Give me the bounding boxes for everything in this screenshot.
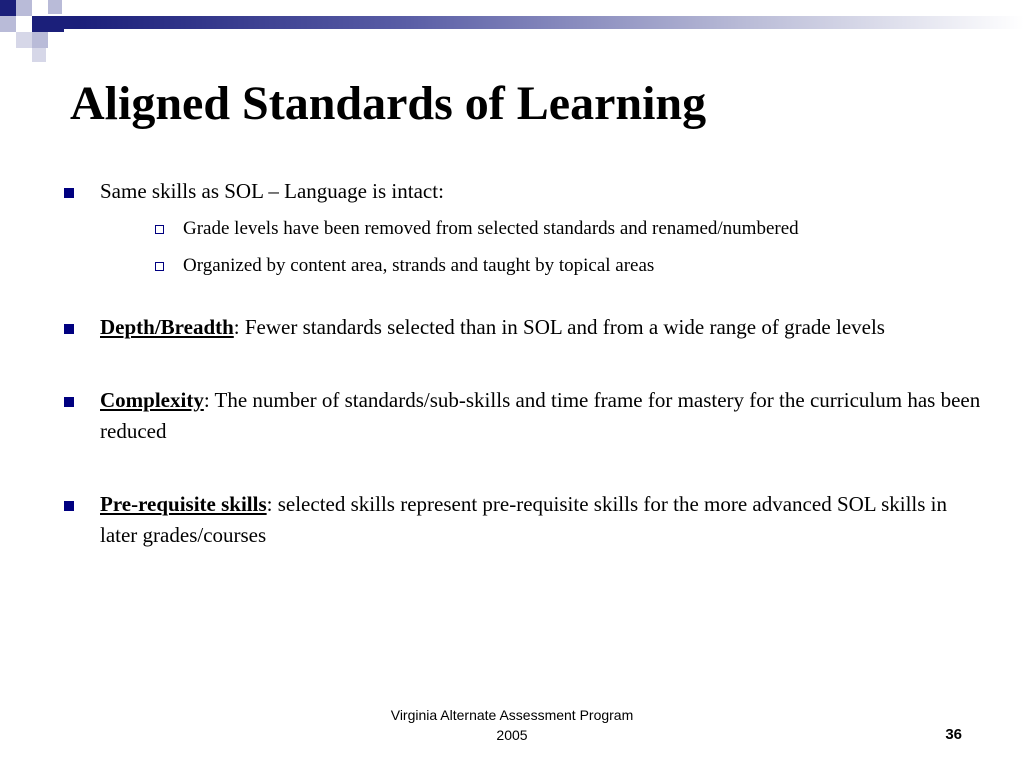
footer-line-program: Virginia Alternate Assessment Program <box>390 707 634 723</box>
square-bullet-icon <box>64 188 74 198</box>
bullet-text: : selected skills represent pre-requisite skills for the more advanced SOL skills in later grades/courses <box>100 492 948 547</box>
deco-square-icon <box>32 16 48 32</box>
slide-title: Aligned Standards of Learning <box>70 77 707 130</box>
deco-square-icon <box>16 0 32 16</box>
square-bullet-icon <box>64 501 74 511</box>
bullet-term: Complexity <box>100 388 204 412</box>
deco-square-icon <box>62 16 78 29</box>
square-bullet-icon <box>64 397 74 407</box>
bullet-term: Pre-requisite skills <box>100 492 267 516</box>
bullet-text: : The number of standards/sub-skills and time frame for mastery for the curriculum has been reduced <box>100 388 981 443</box>
deco-square-icon <box>32 48 46 62</box>
hollow-square-bullet-icon <box>155 262 164 271</box>
deco-square-icon <box>0 16 16 32</box>
sub-bullet-list <box>100 214 982 281</box>
deco-square-icon <box>48 0 62 14</box>
bullet-text: : Fewer standards selected than in SOL and from a wide range of grade levels <box>233 315 885 339</box>
sub-bullet-item <box>100 251 982 281</box>
slide-body <box>62 176 982 551</box>
bullet-item <box>62 312 982 343</box>
footer-line-year: 2005 <box>496 727 528 743</box>
square-bullet-icon <box>64 324 74 334</box>
deco-square-icon <box>32 32 48 48</box>
hollow-square-bullet-icon <box>155 225 164 234</box>
bullet-item <box>62 385 982 447</box>
sub-bullet-text: Grade levels have been removed from selected standards and renamed/numbered <box>183 218 799 239</box>
header-gradient-bar <box>78 16 1024 29</box>
sub-bullet-text: Organized by content area, strands and taught by topical areas <box>183 255 655 276</box>
deco-square-icon <box>0 0 16 16</box>
sub-bullet-item <box>100 214 982 244</box>
bullet-item <box>62 176 982 281</box>
bullet-item <box>62 489 982 551</box>
page-number: 36 <box>945 726 962 743</box>
bullet-text: Same skills as SOL – Language is intact: <box>100 179 444 203</box>
deco-square-icon <box>16 32 32 48</box>
bullet-term: Depth/Breadth <box>100 315 234 339</box>
footer-caption <box>320 705 704 745</box>
